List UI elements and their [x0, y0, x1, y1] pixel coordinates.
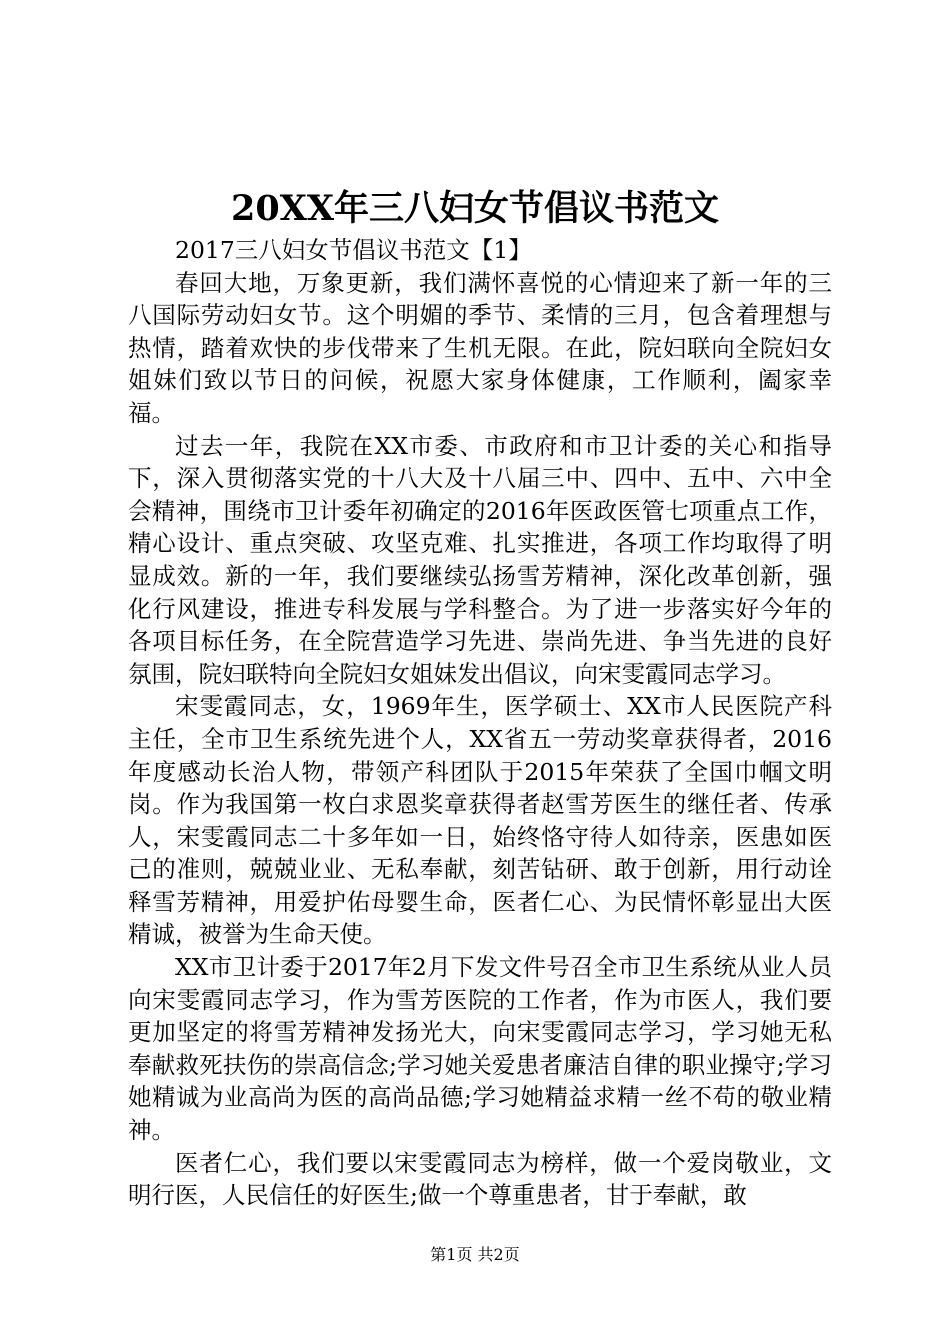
section-heading: 2017三八妇女节倡议书范文【1】 — [175, 236, 532, 264]
page-number-footer: 第1页 共2页 — [430, 1245, 520, 1264]
paragraph: 过去一年，我院在XX市委、市政府和市卫计委的关心和指导下，深入贯彻落实党的十八大及十八届三中、四中、五中、六中全会精神，围绕市卫计委年初确定的2016年医政医管七项重点工作，精心设计、重点突破、攻坚克难、扎实推进，各项工作均取得了明显成效。新的一年，我们要继续弘扬雪芳精神，深化改革创新，强化行风建设，推进专科发展与学科整合。为了进一步落实好今年的各项目标任务，在全院营造学习先进、崇尚先进、争当先进的良好氛围，院妇联特向全院妇女姐妹发出倡议，向宋雯霞同志学习。 — [128, 431, 832, 688]
paragraph: XX市卫计委于2017年2月下发文件号召全市卫生系统从业人员向宋雯霞同志学习，作为雪芳医院的工作者，作为市医人，我们要更加坚定的将雪芳精神发扬光大，向宋雯霞同志学习，学习她无私奉献救死扶伤的崇高信念;学习她关爱患者廉洁自律的职业操守;学习她精诚为业高尚为医的高尚品德;学习她精益求精一丝不苟的敬业精神。 — [128, 953, 832, 1145]
document-title: 20XX年三八妇女节倡议书范文 — [230, 188, 720, 229]
document-body — [128, 234, 832, 1212]
paragraph: 春回大地，万象更新，我们满怀喜悦的心情迎来了新一年的三八国际劳动妇女节。这个明媚的季节、柔情的三月，包含着理想与热情，踏着欢快的步伐带来了生机无限。在此，院妇联向全院妇女姐妹们致以节日的问候，祝愿大家身体健康，工作顺利，阖家幸福。 — [128, 268, 832, 427]
paragraph: 宋雯霞同志，女，1969年生，医学硕士、XX市人民医院产科主任，全市卫生系统先进个人，XX省五一劳动奖章获得者，2016年度感动长治人物，带领产科团队于2015年荣获了全国巾帼文明岗。作为我国第一枚白求恩奖章获得者赵雪芳医生的继任者、传承人，宋雯霞同志二十多年如一日，始终恪守待人如待亲，医患如医己的准则，兢兢业业、无私奉献，刻苦钻研、敢于创新，用行动诠释雪芳精神，用爱护佑母婴生命，医者仁心、为民情怀彰显出大医精诚，被誉为生命天使。 — [128, 692, 832, 949]
paragraph: 医者仁心，我们要以宋雯霞同志为榜样，做一个爱岗敬业，文明行医，人民信任的好医生;做一个尊重患者，甘于奉献，敢 — [128, 1148, 832, 1210]
